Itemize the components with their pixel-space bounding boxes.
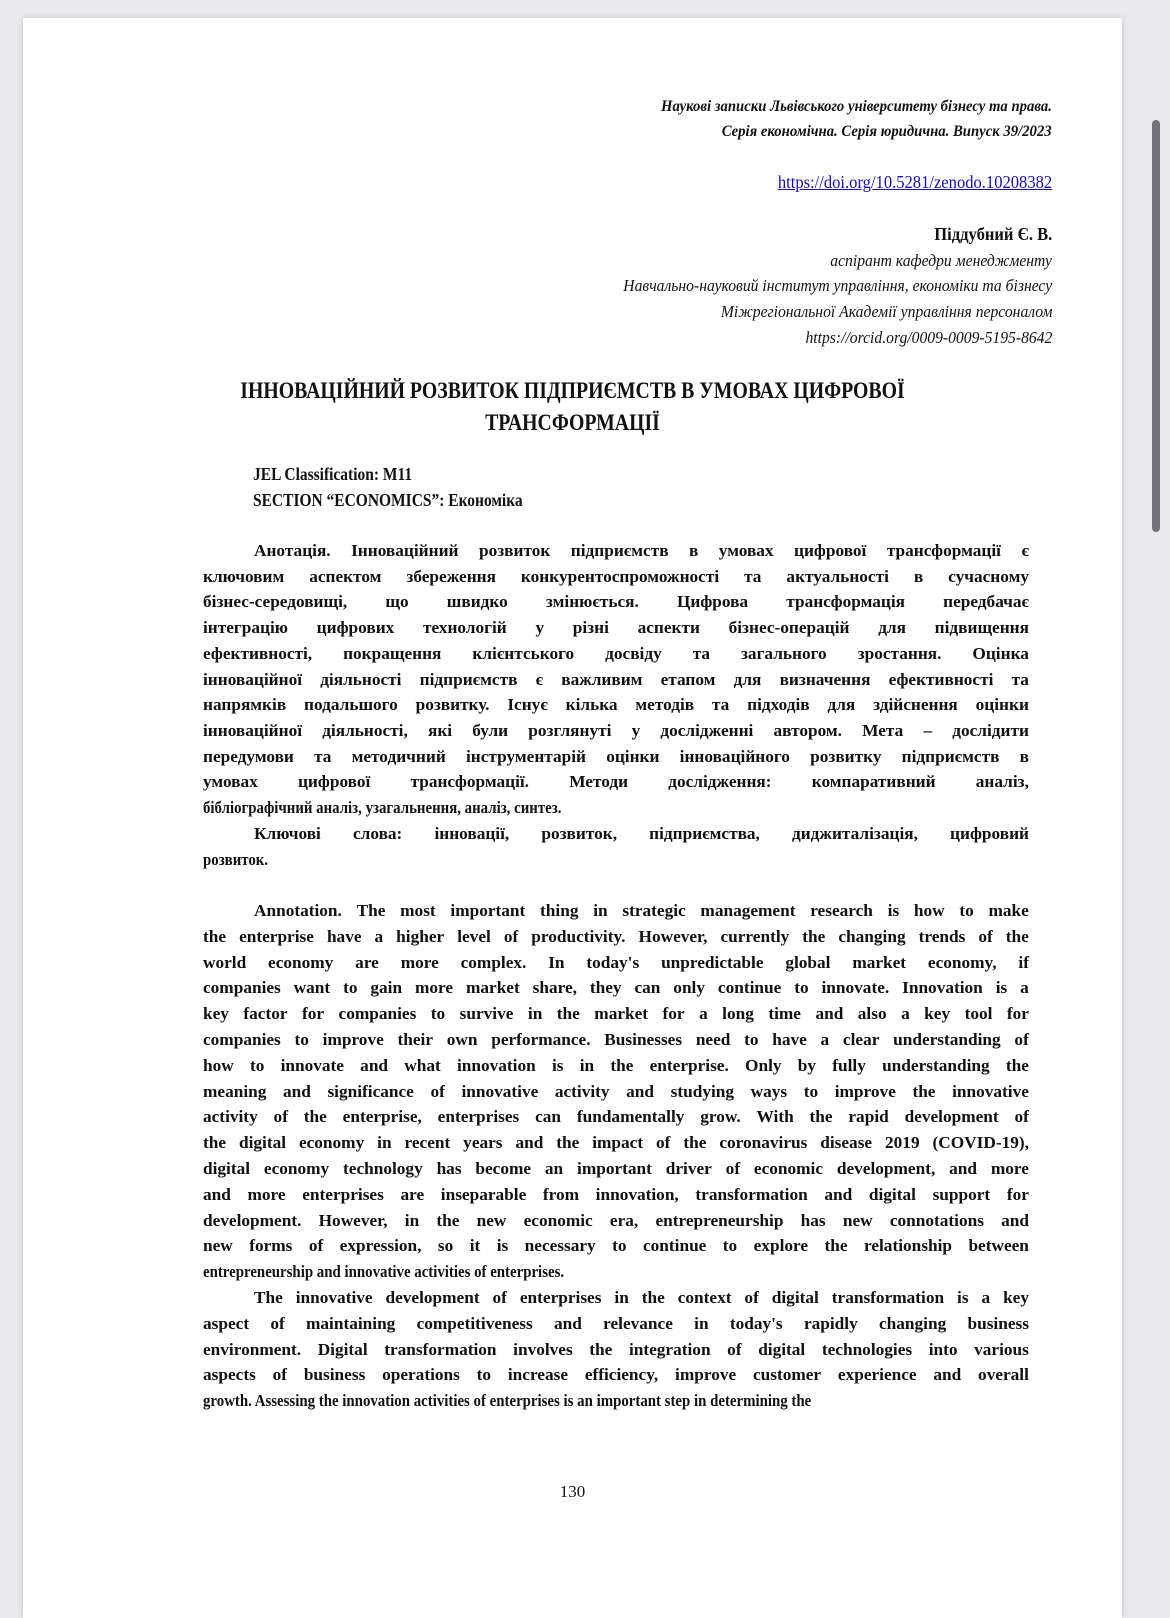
- abstract-line: бізнес-середовищі, що швидко змінюється. Цифрова трансформація передбачає: [203, 592, 1029, 612]
- vertical-scrollbar[interactable]: [1152, 120, 1160, 532]
- abstract-line: ключовим аспектом збереження конкурентоспроможності та актуальності в сучасному: [203, 566, 1029, 586]
- section-label: SECTION “ECONOMICS”: Економіка: [253, 490, 523, 510]
- abstract-line: Annotation. The most important thing in strategic management research is how to make: [254, 901, 1029, 920]
- abstract-line: Ключові слова: інновації, розвиток, підприємства, диджиталізація, цифровий: [254, 824, 1029, 843]
- abstract-line: передумови та методичний інструментарій оцінки інноваційного розвитку підприємств в: [203, 746, 1029, 766]
- author-name: Піддубний Є. В.: [933, 224, 1052, 244]
- author-institute: Навчально-науковий інститут управління, економіки та бізнесу: [623, 276, 1052, 295]
- document-page: [23, 18, 1122, 1618]
- author-position: аспірант кафедри менеджменту: [830, 251, 1052, 270]
- abstract-line: companies to improve their own performance. Businesses need to have a clear understanding of: [203, 1030, 1029, 1049]
- abstract-line: інноваційної діяльності підприємств є важливим етапом для визначення ефективності та: [203, 669, 1029, 689]
- abstract-line: new forms of expression, so it is necessary to continue to explore the relationship between: [203, 1236, 1029, 1256]
- journal-title-line-2: Серія економічна. Серія юридична. Випуск 39/2023: [722, 123, 1052, 140]
- abstract-line: інтеграцію цифрових технологій у різні аспекти бізнес-операцій для підвищення: [203, 618, 1029, 638]
- abstract-line: розвиток.: [203, 849, 269, 869]
- author-orcid-link[interactable]: https://orcid.org/0009-0009-5195-8642: [805, 328, 1052, 347]
- abstract-line: напрямків подальшого розвитку. Існує кілька методів та підходів для здійснення оцінки: [203, 695, 1029, 715]
- abstract-line: entrepreneurship and innovative activities of enterprises.: [203, 1262, 565, 1282]
- abstract-line: The innovative development of enterprises in the context of digital transformation is a key: [254, 1288, 1029, 1307]
- journal-title-line-1: Наукові записки Львівського університету бізнесу та права.: [661, 98, 1052, 115]
- abstract-line: meaning and significance of innovative activity and studying ways to improve the innovative: [203, 1081, 1029, 1101]
- paper-title-line-2: ТРАНСФОРМАЦІЇ: [485, 410, 660, 435]
- author-academy: Міжрегіональної Академії управління персоналом: [720, 302, 1052, 321]
- abstract-line: Анотація. Інноваційний розвиток підприємств в умовах цифрової трансформації є: [254, 541, 1029, 560]
- abstract-line: world economy are more complex. In today's unpredictable global market economy, if: [203, 952, 1029, 972]
- doi-link[interactable]: https://doi.org/10.5281/zenodo.10208382: [777, 172, 1052, 192]
- abstract-line: and more enterprises are inseparable from innovation, transformation and digital support for: [203, 1184, 1029, 1204]
- abstract-line: the digital economy in recent years and the impact of the coronavirus disease 2019 (COVID-19),: [203, 1133, 1029, 1153]
- jel-classification: JEL Classification: M11: [253, 464, 413, 484]
- abstract-line: aspect of maintaining competitiveness and relevance in today's rapidly changing business: [203, 1313, 1029, 1333]
- abstract-line: the enterprise have a higher level of productivity. However, currently the changing trends of the: [203, 926, 1029, 946]
- paper-title-line-1: ІННОВАЦІЙНИЙ РОЗВИТОК ПІДПРИЄМСТВ В УМОВАХ ЦИФРОВОЇ: [240, 378, 905, 403]
- abstract-line: development. However, in the new economic era, entrepreneurship has new connotations and: [203, 1210, 1029, 1230]
- abstract-line: умовах цифрової трансформації. Методи дослідження: компаративний аналіз,: [203, 772, 1029, 792]
- abstract-line: companies want to gain more market share, they can only continue to innovate. Innovation is a: [203, 978, 1029, 998]
- abstract-line: digital economy technology has become an important driver of economic development, and more: [203, 1159, 1029, 1178]
- abstract-line: activity of the enterprise, enterprises can fundamentally grow. With the rapid development of: [203, 1107, 1029, 1127]
- abstract-line: ефективності, покращення клієнтського досвіду та загального зростання. Оцінка: [203, 643, 1029, 663]
- abstract-line: growth. Assessing the innovation activities of enterprises is an important step in determining the: [203, 1391, 812, 1411]
- abstract-line: key factor for companies to survive in the market for a long time and also a key tool for: [203, 1004, 1029, 1024]
- abstract-line: aspects of business operations to increase efficiency, improve customer experience and overall: [203, 1365, 1029, 1385]
- abstract-line: how to innovate and what innovation is in the enterprise. Only by fully understanding the: [203, 1055, 1029, 1075]
- abstract-line: environment. Digital transformation involves the integration of digital technologies into various: [203, 1339, 1029, 1359]
- page-number: 130: [559, 1482, 586, 1501]
- abstract-line: інноваційної діяльності, які були розглянуті у дослідженні автором. Мета – дослідити: [203, 720, 1029, 740]
- abstract-line: бібліографічний аналіз, узагальнення, аналіз, синтез.: [203, 798, 562, 817]
